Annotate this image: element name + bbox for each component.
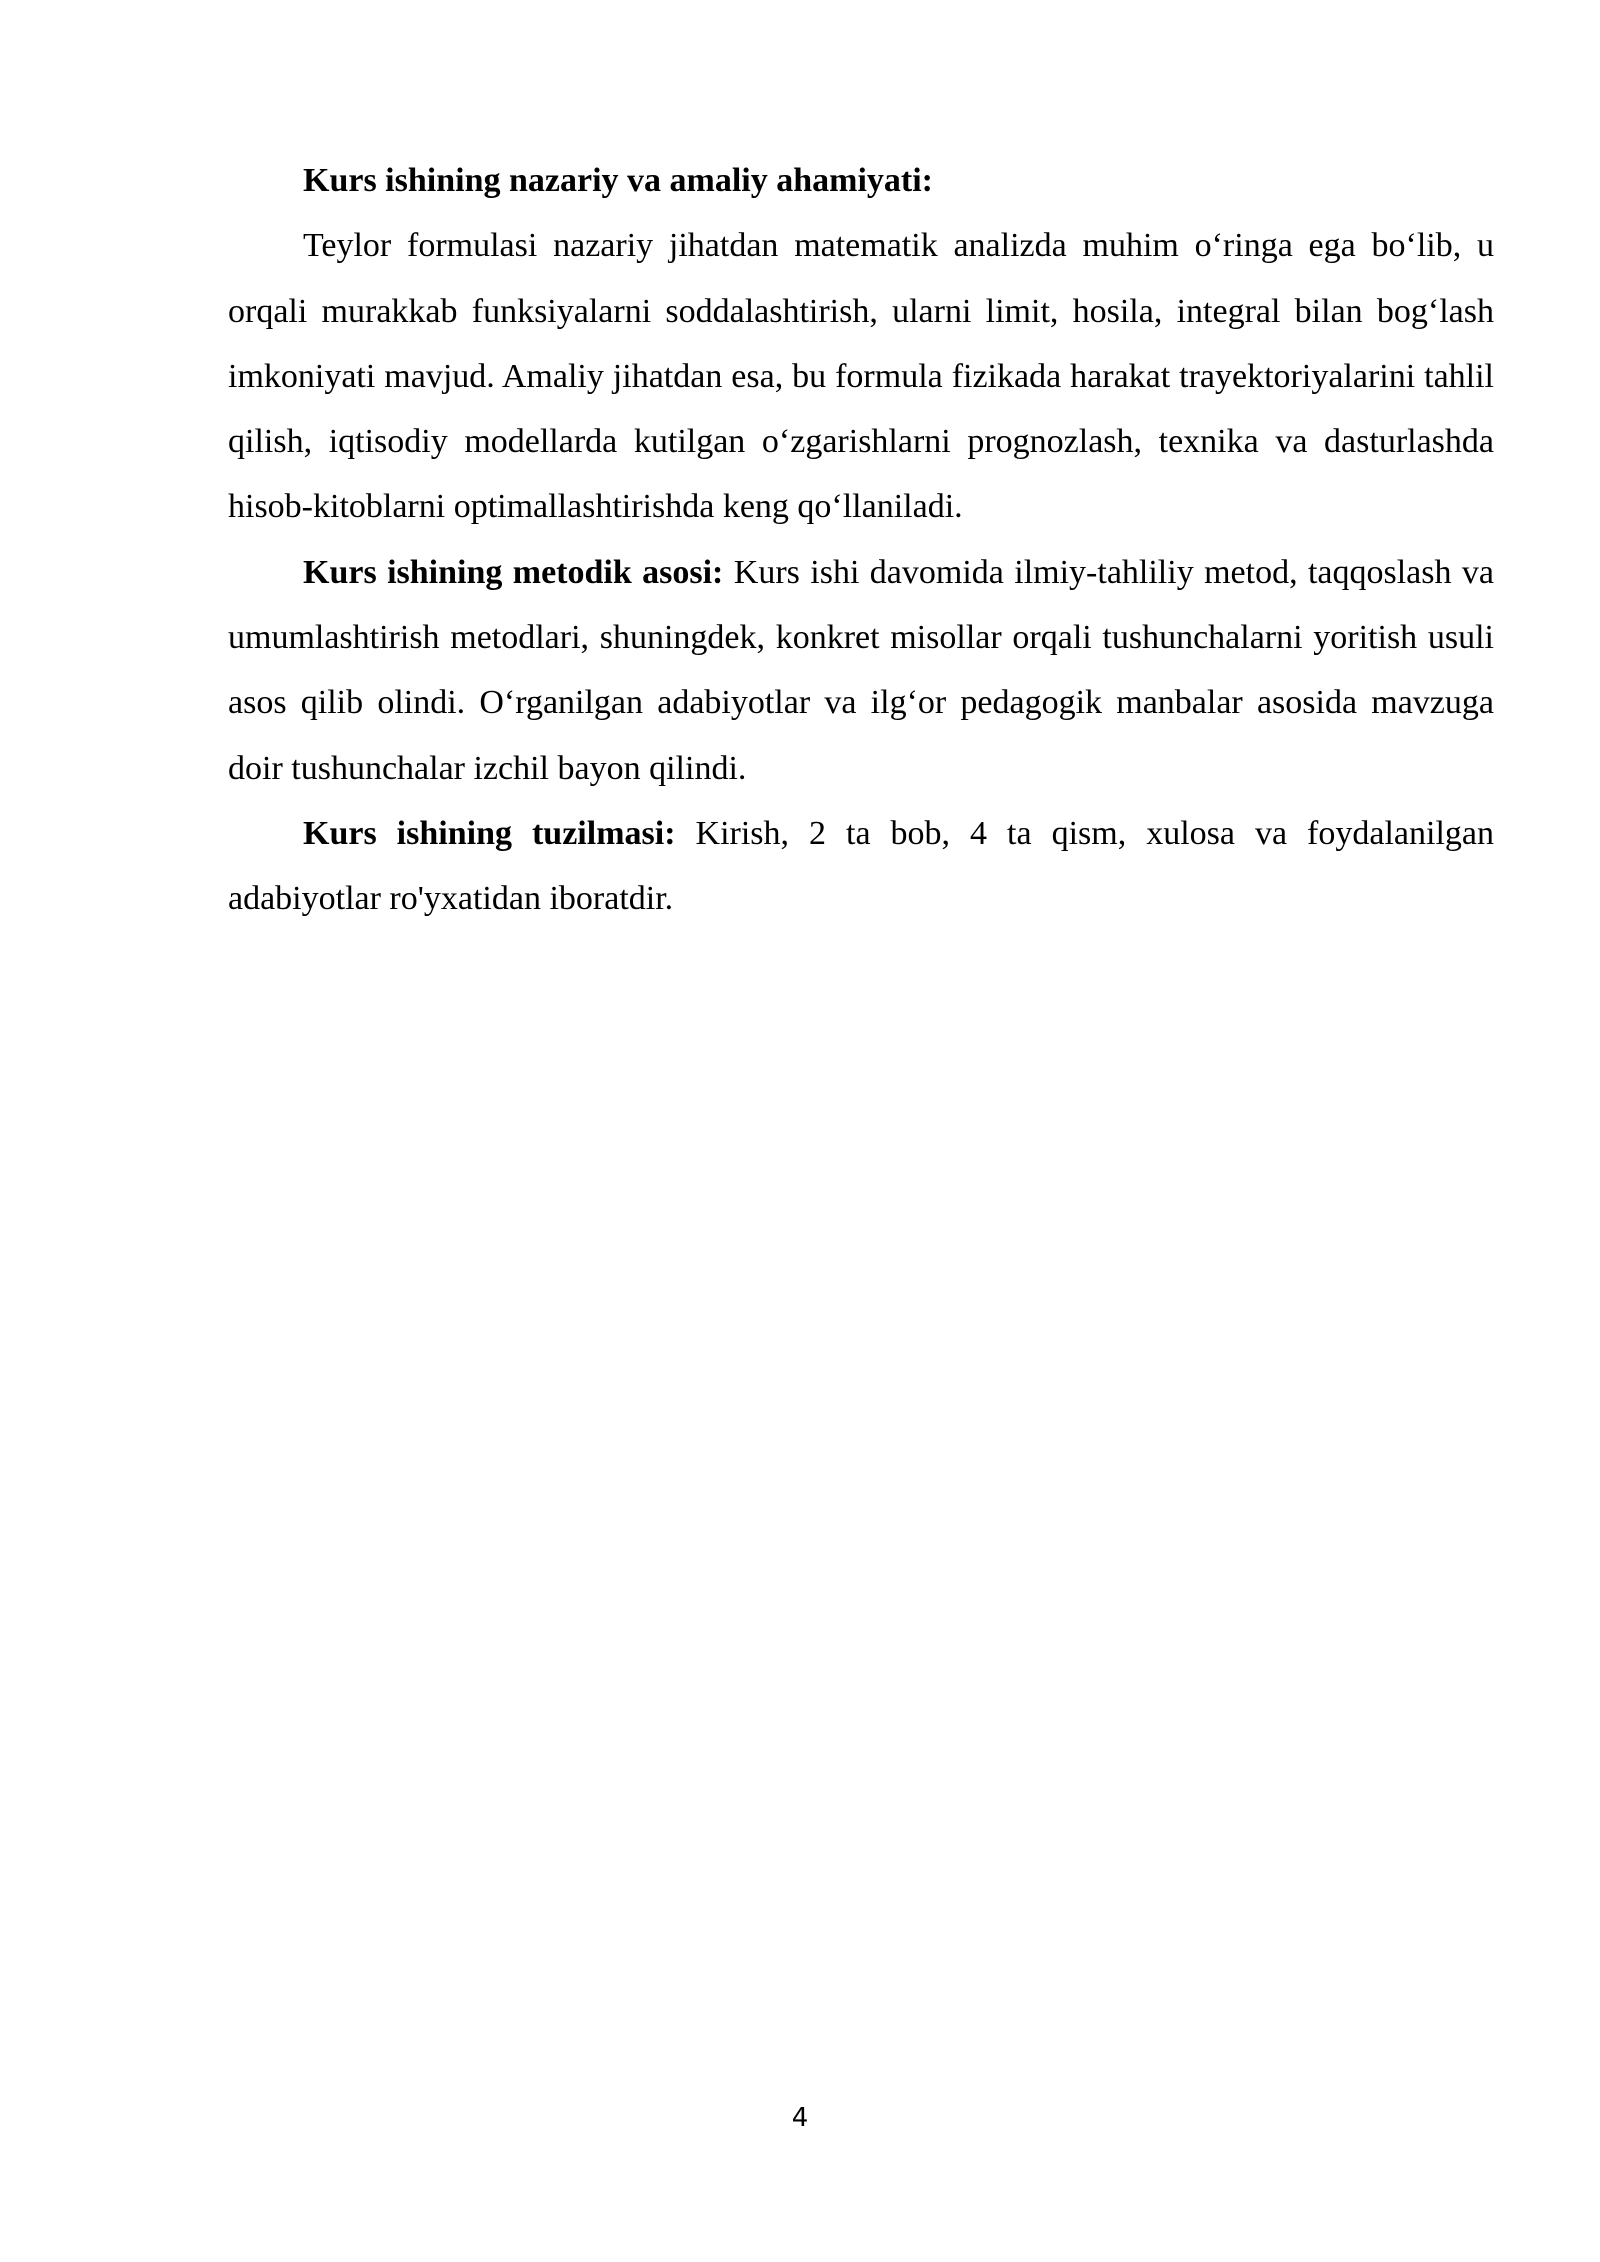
structure-lead: Kurs ishining tuzilmasi:: [303, 814, 676, 852]
methodology-text: Kurs ishi davomida ilmiy-tahliliy metod, taqqoslash va umumlashtirish metodlari, shuningdek, konkret misollar orqali tushunchalarni yoritish usuli asos qilib olindi. O‘rganilgan adabiyotlar va ilg‘or pedagogik manbalar asosida mavzuga doir tushunchalar izchil bayon qilindi.: [228, 553, 1494, 787]
structure-text: Kirish, 2 ta bob, 4 ta qism, xulosa va foydalanilgan adabiyotlar ro'yxatidan iboratdir.: [228, 814, 1494, 918]
methodology-paragraph: [228, 540, 1494, 801]
structure-paragraph: [228, 801, 1494, 932]
page-body: [228, 148, 1494, 932]
methodology-lead: Kurs ishining metodik asosi:: [303, 553, 724, 591]
page-number: 4: [791, 2103, 809, 2133]
section-heading: Kurs ishining nazariy va amaliy ahamiyati:: [303, 162, 933, 199]
significance-paragraph: Teylor formulasi nazariy jihatdan matematik analizda muhim o‘ringa ega bo‘lib, u orqali murakkab funksiyalarni soddalashtirish, ularni limit, hosila, integral bilan bog‘lash imkoniyati mavjud. Amaliy jihatdan esa, bu formula fizikada harakat trayektoriyalarini tahlil qilish, iqtisodiy modellarda kutilgan o‘zgarishlarni prognozlash, texnika va dasturlashda hisob-kitoblarni optimallashtirishda keng qo‘llaniladi.: [228, 227, 1494, 526]
